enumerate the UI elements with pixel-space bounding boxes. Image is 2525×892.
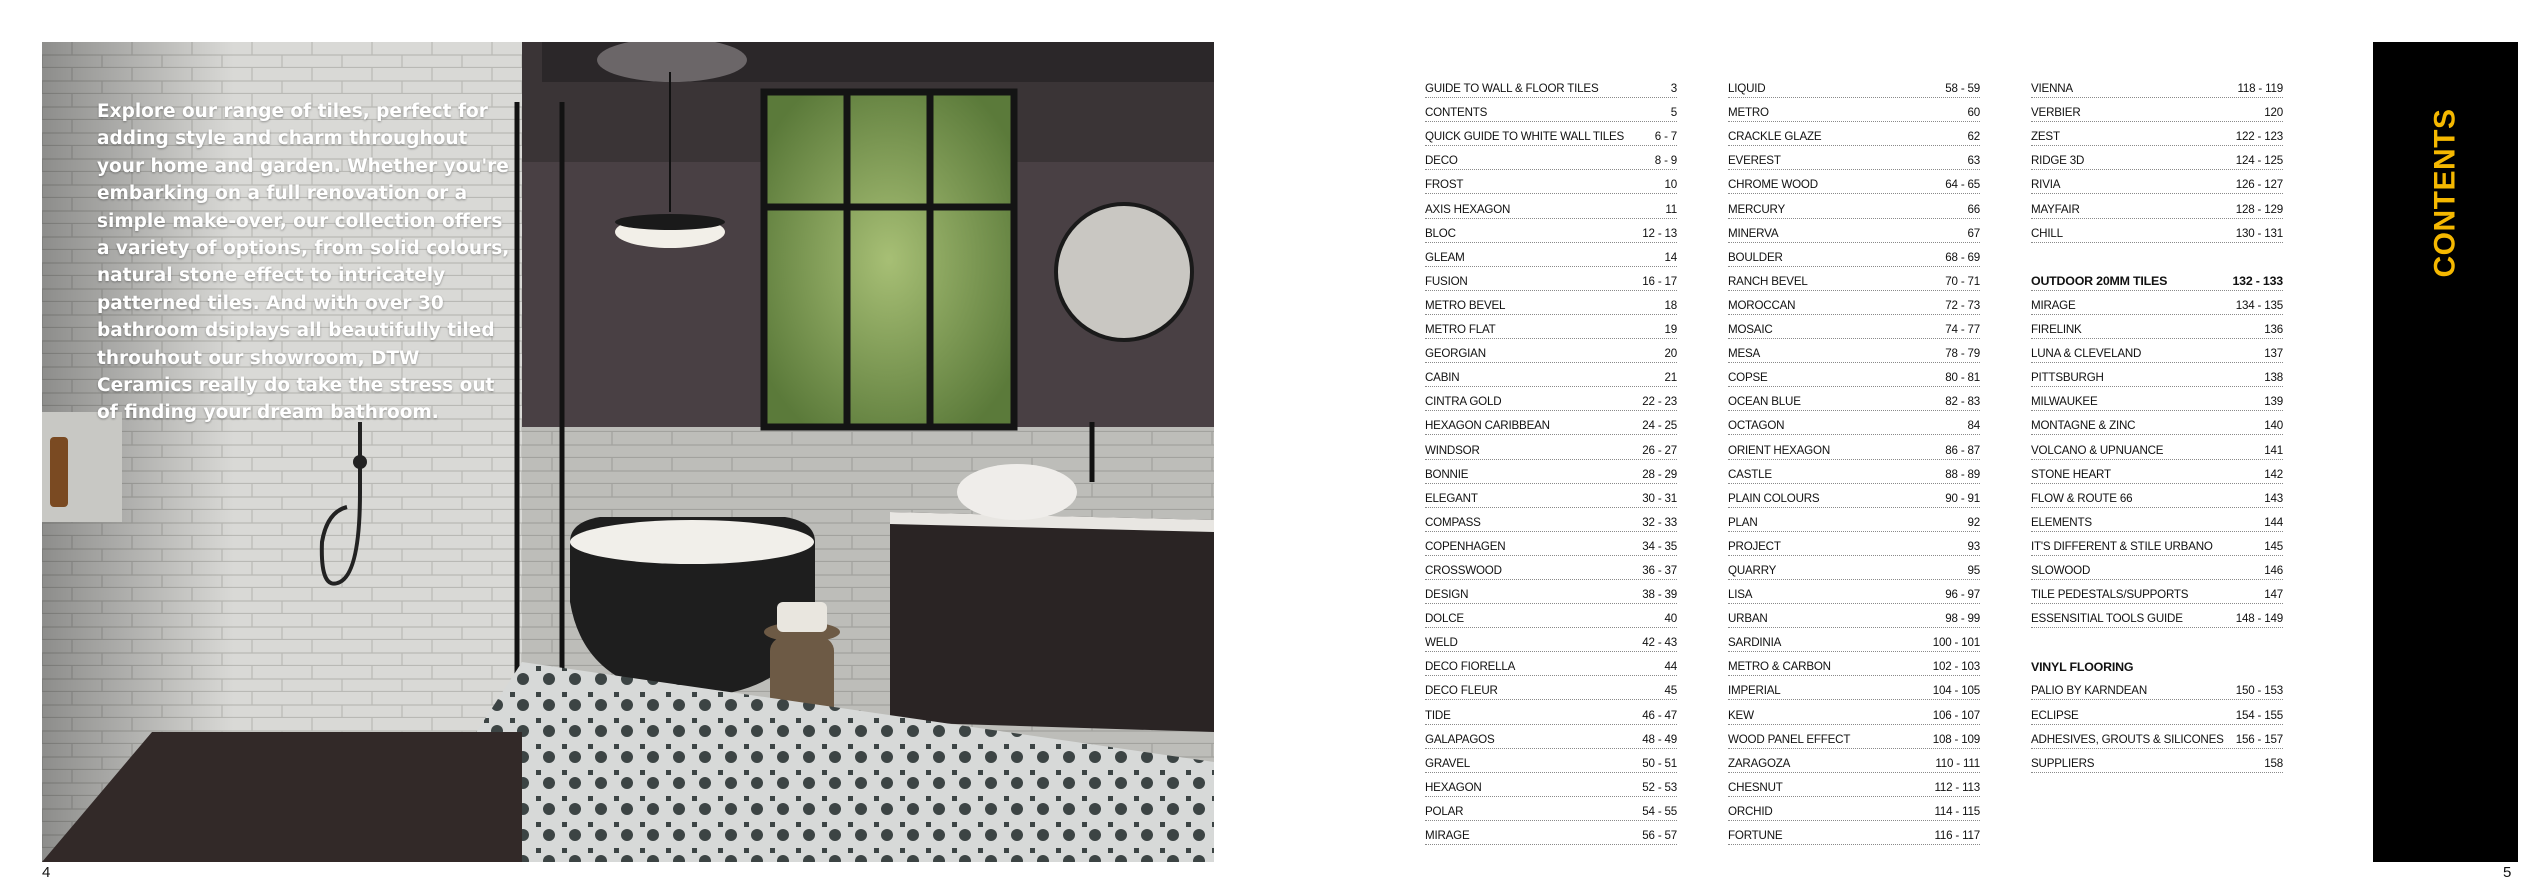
contents-entry[interactable]	[1728, 460, 1980, 484]
page-number-right: 5	[2503, 864, 2512, 881]
contents-entry[interactable]	[1425, 773, 1677, 797]
contents-entry-page: 52 - 53	[1642, 780, 1677, 794]
contents-entry-page: 46 - 47	[1642, 708, 1677, 722]
contents-entry-page: 124 - 125	[2235, 154, 2283, 168]
contents-entry[interactable]	[1425, 725, 1677, 749]
contents-entry-page: 116 - 117	[1934, 829, 1980, 842]
contents-entry-page: 92	[1967, 515, 1980, 529]
contents-entry-name: CONTENTS	[1425, 106, 1488, 120]
contents-entry-page: 108 - 109	[1932, 732, 1980, 746]
contents-entry[interactable]	[1425, 291, 1677, 315]
contents-entry[interactable]	[1728, 797, 1980, 821]
contents-entry[interactable]	[1728, 170, 1980, 194]
contents-entry-page: 146	[2264, 563, 2283, 577]
contents-entry-page: 156 - 157	[2235, 732, 2283, 746]
contents-band	[2373, 42, 2518, 862]
contents-entry[interactable]	[1728, 219, 1980, 243]
contents-entry-page: 137	[2264, 347, 2283, 361]
contents-entry[interactable]	[2031, 604, 2283, 628]
contents-entry-page: 114 - 115	[1934, 804, 1980, 818]
contents-entry-name: FUSION	[1425, 274, 1468, 288]
contents-entry-name: TILE PEDESTALS/SUPPORTS	[2031, 588, 2189, 602]
contents-entry-page: 11	[1665, 202, 1677, 216]
contents-entry-name: ORCHID	[1728, 804, 1773, 818]
contents-entry-page: 95	[1967, 563, 1980, 577]
contents-entry-page: 3	[1670, 82, 1677, 96]
contents-entry-name: PLAN	[1728, 515, 1758, 529]
contents-entry-name: PROJECT	[1728, 539, 1781, 553]
contents-entry-outdoor-heading[interactable]	[2031, 267, 2283, 291]
contents-entry[interactable]	[1728, 315, 1980, 339]
contents-entry-page: 112 - 113	[1934, 780, 1980, 794]
contents-entry-name: ZEST	[2031, 130, 2060, 144]
contents-entry[interactable]	[1425, 243, 1677, 267]
contents-entry[interactable]	[2031, 387, 2283, 411]
contents-entry-page: 143	[2264, 491, 2283, 505]
contents-entry-name: STONE HEART	[2031, 467, 2111, 481]
contents-entry[interactable]	[2031, 749, 2283, 773]
contents-entry-name: WOOD PANEL EFFECT	[1728, 732, 1851, 746]
contents-entry-name: SLOWOOD	[2031, 563, 2091, 577]
contents-entry[interactable]	[1728, 749, 1980, 773]
contents-entry-page: 72 - 73	[1945, 298, 1980, 312]
contents-entry[interactable]	[2031, 700, 2283, 724]
contents-entry-name: CASTLE	[1728, 467, 1772, 481]
bathroom-photo	[42, 42, 1214, 862]
contents-entry[interactable]	[1728, 291, 1980, 315]
contents-entry[interactable]	[1728, 435, 1980, 459]
contents-entry[interactable]	[2031, 725, 2283, 749]
contents-entry-page: 67	[1967, 226, 1980, 240]
contents-entry-page: 54 - 55	[1642, 804, 1677, 818]
contents-entry-name: QUICK GUIDE TO WHITE WALL TILES	[1425, 130, 1625, 144]
contents-entry-name: MONTAGNE & ZINC	[2031, 419, 2136, 433]
contents-entry-page: 90 - 91	[1945, 491, 1980, 505]
contents-entry-name: PALIO BY KARNDEAN	[2031, 684, 2148, 698]
contents-entry-page: 50 - 51	[1642, 756, 1677, 770]
contents-entry-name: QUARRY	[1728, 563, 1777, 577]
contents-entry[interactable]	[1425, 219, 1677, 243]
contents-entry-name: CHROME WOOD	[1728, 178, 1818, 192]
contents-entry[interactable]	[1425, 363, 1677, 387]
contents-entry-name: DECO	[1425, 154, 1458, 168]
contents-entry-page: 45	[1664, 684, 1677, 698]
contents-entry-page: 150 - 153	[2235, 684, 2283, 698]
contents-entry-page: 78 - 79	[1945, 347, 1980, 361]
contents-entry-page: 142	[2264, 467, 2283, 481]
contents-entry-name: MINERVA	[1728, 226, 1779, 240]
contents-entry-name: CHESNUT	[1728, 780, 1783, 794]
contents-entry-page: 100 - 101	[1932, 636, 1980, 650]
contents-entry-page: 5	[1670, 106, 1677, 120]
contents-entry-page: 22 - 23	[1642, 395, 1677, 409]
contents-entry-page: 104 - 105	[1932, 684, 1980, 698]
page-number-left: 4	[42, 864, 51, 881]
contents-entry-name: RIVIA	[2031, 178, 2061, 192]
contents-entry[interactable]	[2031, 122, 2283, 146]
contents-entry-page: 148 - 149	[2235, 612, 2283, 626]
contents-entry-page: 18	[1664, 298, 1677, 312]
contents-entry-name: ECLIPSE	[2031, 708, 2079, 722]
contents-entry-name: CINTRA GOLD	[1425, 395, 1502, 409]
contents-entry-page: 158	[2264, 756, 2283, 770]
contents-entry[interactable]	[2031, 339, 2283, 363]
contents-entry-name: LUNA & CLEVELAND	[2031, 347, 2142, 361]
contents-entry-name: COPENHAGEN	[1425, 539, 1506, 553]
contents-entry-name: MIRAGE	[1425, 829, 1470, 842]
contents-entry-name: WELD	[1425, 636, 1458, 650]
contents-entry[interactable]	[1425, 628, 1677, 652]
contents-entry-page: 10	[1664, 178, 1677, 192]
contents-entry-name: FROST	[1425, 178, 1464, 192]
contents-entry-page: 44	[1664, 660, 1677, 674]
contents-entry-page: 88 - 89	[1945, 467, 1980, 481]
contents-entry-page: 66	[1967, 202, 1980, 216]
contents-entry-page: 132 - 133	[2232, 273, 2283, 288]
contents-entry[interactable]	[1728, 122, 1980, 146]
contents-entry[interactable]	[2031, 508, 2283, 532]
contents-entry[interactable]	[1728, 411, 1980, 435]
contents-entry[interactable]	[2031, 363, 2283, 387]
contents-entry[interactable]	[1728, 267, 1980, 291]
contents-entry-page: 136	[2264, 323, 2283, 337]
contents-entry-page: 120	[2264, 106, 2283, 120]
contents-entry[interactable]	[1728, 773, 1980, 797]
contents-entry-page: 20	[1664, 347, 1677, 361]
contents-entry[interactable]	[1425, 411, 1677, 435]
contents-entry-page: 16 - 17	[1642, 274, 1677, 288]
contents-entry-page: 86 - 87	[1945, 443, 1980, 457]
contents-entry-name: MOROCCAN	[1728, 298, 1796, 312]
contents-entry[interactable]	[1425, 484, 1677, 508]
contents-entry-page: 48 - 49	[1642, 732, 1677, 746]
contents-entry[interactable]	[1425, 652, 1677, 676]
contents-entry[interactable]	[1425, 460, 1677, 484]
contents-entry-name: LISA	[1728, 588, 1753, 602]
contents-entry-name: METRO FLAT	[1425, 323, 1496, 337]
contents-entry[interactable]	[1728, 652, 1980, 676]
contents-entry[interactable]	[1728, 363, 1980, 387]
contents-entry-name: DESIGN	[1425, 588, 1469, 602]
contents-entry[interactable]	[1728, 508, 1980, 532]
contents-entry-page: 82 - 83	[1945, 395, 1980, 409]
contents-entry[interactable]	[1425, 435, 1677, 459]
contents-entry-name: IMPERIAL	[1728, 684, 1781, 698]
contents-entry-name: VIENNA	[2031, 82, 2073, 96]
contents-entry-page: 147	[2264, 588, 2283, 602]
contents-entry-name: HEXAGON CARIBBEAN	[1425, 419, 1550, 433]
contents-entry[interactable]	[2031, 556, 2283, 580]
contents-entry[interactable]	[2031, 580, 2283, 604]
contents-entry-name: HEXAGON	[1425, 780, 1482, 794]
contents-entry[interactable]	[1728, 339, 1980, 363]
contents-entry[interactable]	[1728, 821, 1980, 845]
contents-entry-name: MILWAUKEE	[2031, 395, 2098, 409]
contents-entry-name: METRO & CARBON	[1728, 660, 1831, 674]
contents-entry[interactable]	[1728, 484, 1980, 508]
contents-entry-name: ESSENSITIAL TOOLS GUIDE	[2031, 612, 2183, 626]
contents-entry-page: 42 - 43	[1642, 636, 1677, 650]
contents-entry-page: 96 - 97	[1945, 588, 1980, 602]
contents-entry[interactable]	[1425, 821, 1677, 845]
contents-entry-page: 140	[2264, 419, 2283, 433]
contents-entry-name: METRO	[1728, 106, 1769, 120]
contents-entry-page: 28 - 29	[1642, 467, 1677, 481]
contents-entry[interactable]	[1425, 98, 1677, 122]
contents-entry[interactable]	[1728, 725, 1980, 749]
contents-entry-page: 40	[1664, 612, 1677, 626]
contents-entry-page: 130 - 131	[2235, 226, 2283, 240]
contents-entry[interactable]	[1425, 604, 1677, 628]
contents-entry-page: 14	[1664, 250, 1677, 264]
contents-entry[interactable]	[1728, 74, 1980, 98]
contents-entry-name: TIDE	[1425, 708, 1451, 722]
contents-entry[interactable]	[1425, 170, 1677, 194]
contents-entry-page: 154 - 155	[2235, 708, 2283, 722]
contents-entry[interactable]	[1425, 315, 1677, 339]
contents-entry[interactable]	[1425, 532, 1677, 556]
contents-entry[interactable]	[1728, 387, 1980, 411]
contents-entry[interactable]	[2031, 194, 2283, 218]
contents-entry[interactable]	[1425, 556, 1677, 580]
contents-entry[interactable]	[1425, 508, 1677, 532]
contents-entry-name: BOULDER	[1728, 250, 1783, 264]
contents-entry-name: MERCURY	[1728, 202, 1786, 216]
contents-entry-page: 56 - 57	[1642, 829, 1677, 842]
contents-entry-page: 6 - 7	[1654, 130, 1677, 144]
contents-entry[interactable]	[1728, 700, 1980, 724]
contents-entry-page: 34 - 35	[1642, 539, 1677, 553]
contents-entry-page: 74 - 77	[1945, 323, 1980, 337]
contents-entry-page: 8 - 9	[1654, 154, 1677, 168]
contents-entry-page: 19	[1664, 323, 1677, 337]
contents-column-2	[1728, 74, 1980, 845]
contents-entry[interactable]	[1425, 194, 1677, 218]
contents-entry-page: 128 - 129	[2235, 202, 2283, 216]
contents-entry[interactable]	[1425, 580, 1677, 604]
contents-entry[interactable]	[1728, 676, 1980, 700]
contents-entry[interactable]	[2031, 532, 2283, 556]
contents-entry[interactable]	[2031, 219, 2283, 243]
contents-entry-name: MIRAGE	[2031, 298, 2076, 312]
contents-entry-page: 32 - 33	[1642, 515, 1677, 529]
contents-entry-name: CABIN	[1425, 371, 1460, 385]
contents-entry-name: URBAN	[1728, 612, 1768, 626]
contents-entry[interactable]	[1728, 604, 1980, 628]
contents-entry[interactable]	[2031, 676, 2283, 700]
contents-entry[interactable]	[1425, 797, 1677, 821]
contents-entry-page: 24 - 25	[1642, 419, 1677, 433]
contents-entry-name: SUPPLIERS	[2031, 756, 2095, 770]
contents-entry-name: CROSSWOOD	[1425, 563, 1502, 577]
contents-entry-page: 70 - 71	[1945, 274, 1980, 288]
contents-entry-name: GEORGIAN	[1425, 347, 1486, 361]
contents-entry-name: MOSAIC	[1728, 323, 1773, 337]
contents-entry-name: AXIS HEXAGON	[1425, 202, 1511, 216]
contents-entry-page: 98 - 99	[1945, 612, 1980, 626]
contents-column-1	[1425, 74, 1677, 845]
contents-entry-page: 30 - 31	[1642, 491, 1677, 505]
contents-entry-name: DECO FIORELLA	[1425, 660, 1516, 674]
contents-entry-name: SARDINIA	[1728, 636, 1782, 650]
contents-entry-page: 102 - 103	[1932, 660, 1980, 674]
contents-entry-name: METRO BEVEL	[1425, 298, 1506, 312]
contents-entry[interactable]	[1728, 556, 1980, 580]
contents-entry-name: COMPASS	[1425, 515, 1481, 529]
contents-entry-name: OUTDOOR 20MM TILES	[2031, 273, 2168, 288]
contents-entry-name: ELEGANT	[1425, 491, 1478, 505]
contents-entry-name: BLOC	[1425, 226, 1456, 240]
contents-entry-name: POLAR	[1425, 804, 1464, 818]
contents-entry-page: 62	[1967, 130, 1980, 144]
contents-entry-page: 58 - 59	[1945, 82, 1980, 96]
contents-entry[interactable]	[1425, 676, 1677, 700]
contents-entry[interactable]	[2031, 146, 2283, 170]
contents-entry[interactable]	[1425, 146, 1677, 170]
contents-entry-name: ZARAGOZA	[1728, 756, 1791, 770]
contents-entry-page: 110 - 111	[1935, 756, 1980, 770]
contents-entry-name: ELEMENTS	[2031, 515, 2092, 529]
contents-entry-name: MESA	[1728, 347, 1761, 361]
contents-entry-name: COPSE	[1728, 371, 1768, 385]
contents-entry-name: WINDSOR	[1425, 443, 1480, 457]
contents-entry-page: 12 - 13	[1642, 226, 1677, 240]
contents-entry-name: GUIDE TO WALL & FLOOR TILES	[1425, 82, 1599, 96]
contents-entry-page: 21	[1664, 371, 1677, 385]
contents-entry-page: 38 - 39	[1642, 588, 1677, 602]
contents-entry-page: 145	[2264, 539, 2283, 553]
contents-entry[interactable]	[1728, 146, 1980, 170]
intro-paragraph: Explore our range of tiles, perfect for adding style and charm throughout your home and garden. Whether you're embarking on a full renovation or a simple make-over, our collection offers a variety of options, from solid colours, natural stone effect to intricately patterned tiles. And with over 30 bathroom dsiplays all beautifully tiled throuhout our showroom, DTW Ceramics really do take the stress out of finding your dream bathroom.	[97, 101, 510, 424]
contents-entry-name: RIDGE 3D	[2031, 154, 2085, 168]
contents-entry[interactable]	[2031, 411, 2283, 435]
contents-entry-name: FLOW & ROUTE 66	[2031, 491, 2133, 505]
contents-entry[interactable]	[2031, 291, 2283, 315]
contents-entry[interactable]	[1728, 532, 1980, 556]
contents-entry-name: FIRELINK	[2031, 323, 2082, 337]
contents-entry[interactable]	[1425, 74, 1677, 98]
contents-entry-page: 93	[1967, 539, 1980, 553]
contents-entry-name: VOLCANO & UPNUANCE	[2031, 443, 2164, 457]
contents-entry-page: 80 - 81	[1945, 371, 1980, 385]
contents-entry-page: 64 - 65	[1945, 178, 1980, 192]
contents-entry-page: 68 - 69	[1945, 250, 1980, 264]
contents-group-tiles	[2031, 74, 2283, 243]
contents-entry-page: 118 - 119	[2237, 82, 2283, 96]
contents-entry-name: KEW	[1728, 708, 1754, 722]
contents-entry-name: GLEAM	[1425, 250, 1465, 264]
contents-entry-name: RANCH BEVEL	[1728, 274, 1808, 288]
contents-entry-name: DECO FLEUR	[1425, 684, 1498, 698]
contents-entry-page: 141	[2264, 443, 2283, 457]
contents-column-3	[2031, 74, 2283, 773]
contents-entry-page: 126 - 127	[2235, 178, 2283, 192]
contents-entry-name: CHILL	[2031, 226, 2063, 240]
contents-entry[interactable]	[2031, 315, 2283, 339]
contents-entry-page: 139	[2264, 395, 2283, 409]
contents-entry-name: MAYFAIR	[2031, 202, 2080, 216]
contents-heading-vinyl: VINYL FLOORING	[2031, 660, 2134, 675]
contents-entry[interactable]	[1425, 122, 1677, 146]
contents-entry[interactable]	[2031, 484, 2283, 508]
contents-entry-name: ADHESIVES, GROUTS & SILICONES	[2031, 732, 2224, 746]
contents-entry[interactable]	[1425, 700, 1677, 724]
contents-entry-name: EVEREST	[1728, 154, 1781, 168]
contents-entry-name: PITTSBURGH	[2031, 371, 2104, 385]
contents-entry-name: IT'S DIFFERENT & STILE URBANO	[2031, 539, 2213, 553]
contents-entry[interactable]	[2031, 98, 2283, 122]
contents-entry[interactable]	[1425, 267, 1677, 291]
contents-entry-name: VERBIER	[2031, 106, 2081, 120]
contents-entry[interactable]	[1728, 98, 1980, 122]
contents-entry[interactable]	[2031, 460, 2283, 484]
contents-group-vinyl	[2031, 676, 2283, 772]
contents-entry-name: CRACKLE GLAZE	[1728, 130, 1822, 144]
contents-entry[interactable]	[1728, 580, 1980, 604]
contents-entry-name: FORTUNE	[1728, 829, 1783, 842]
contents-entry[interactable]	[1425, 749, 1677, 773]
contents-entry-page: 63	[1967, 154, 1980, 168]
contents-entry[interactable]	[2031, 74, 2283, 98]
contents-entry-name: GRAVEL	[1425, 756, 1470, 770]
contents-entry-page: 122 - 123	[2235, 130, 2283, 144]
contents-group-outdoor	[2031, 291, 2283, 628]
contents-entry-name: OCEAN BLUE	[1728, 395, 1801, 409]
contents-entry-page: 138	[2264, 371, 2283, 385]
contents-entry-page: 36 - 37	[1642, 563, 1677, 577]
contents-entry[interactable]	[2031, 170, 2283, 194]
contents-entry[interactable]	[2031, 435, 2283, 459]
contents-entry[interactable]	[1425, 387, 1677, 411]
contents-entry[interactable]	[1728, 194, 1980, 218]
contents-entry-page: 134 - 135	[2235, 298, 2283, 312]
contents-entry-name: DOLCE	[1425, 612, 1464, 626]
contents-entry-page: 144	[2264, 515, 2283, 529]
contents-entry-name: OCTAGON	[1728, 419, 1785, 433]
contents-title: CONTENTS	[2428, 108, 2461, 278]
contents-entry[interactable]	[1425, 339, 1677, 363]
contents-entry-page: 26 - 27	[1642, 443, 1677, 457]
contents-entry-name: BONNIE	[1425, 467, 1469, 481]
contents-entry-page: 84	[1967, 419, 1980, 433]
contents-entry[interactable]	[1728, 243, 1980, 267]
contents-entry-page: 60	[1967, 106, 1980, 120]
contents-entry[interactable]	[1728, 628, 1980, 652]
contents-entry-name: ORIENT HEXAGON	[1728, 443, 1830, 457]
contents-entry-name: LIQUID	[1728, 82, 1766, 96]
contents-entry-name: GALAPAGOS	[1425, 732, 1495, 746]
contents-entry-page: 106 - 107	[1932, 708, 1980, 722]
contents-entry-name: PLAIN COLOURS	[1728, 491, 1820, 505]
